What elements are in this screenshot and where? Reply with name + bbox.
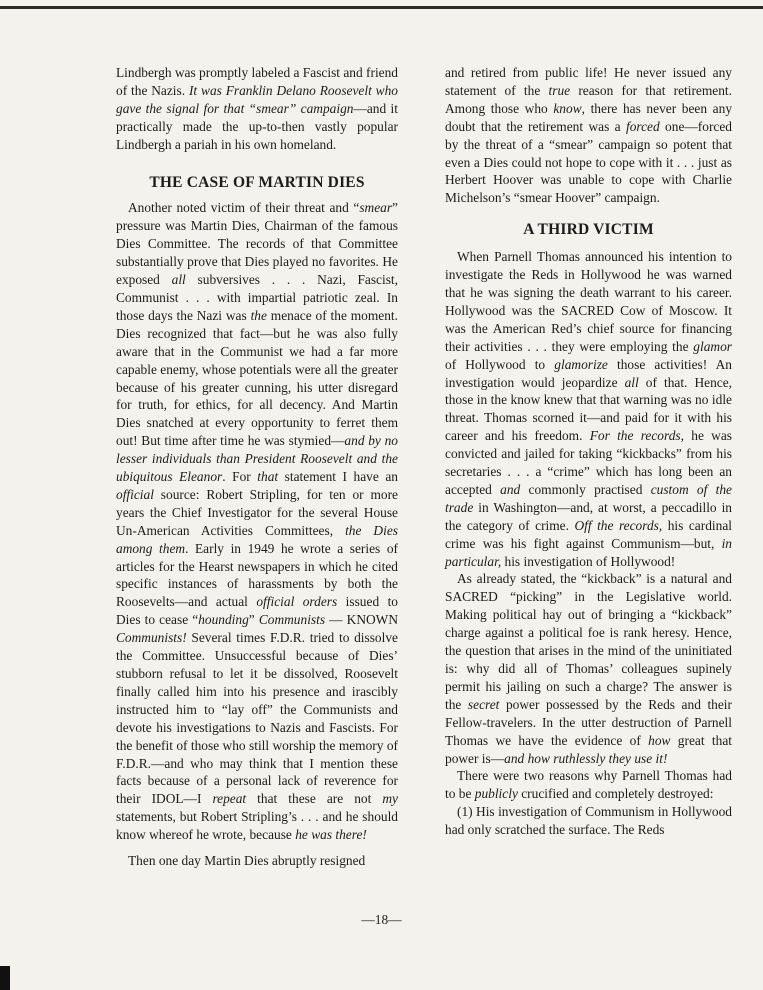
paragraph-martin-dies: Another noted victim of their threat and “smear” pressure was Martin Dies, Chairman of the famous Dies Committee. The records of that Committee substantially prove that Dies played no favorites. He exposed all subversives . . . Nazi, Fascist, Communist . . . with impartial patriotic zeal. In those days the Nazi was the menace of the moment. Dies recognized that fact—but he was also fully aware that in the Communist we had a far more capable enemy, whose potentials were all the greater because of his greater cunning, his utter disregard for truth, for ethics, for all decency. And Martin Dies snatched at every opportunity to ferret them out! But time after time he was stymied—and by no lesser individuals than President Roosevelt and the ubiquitous Eleanor. For that statement I have an official source: Robert Stripling, for ten or more years the Chief Investigator for the several House Un-American Activities Committees, the Dies among them. Early in 1949 he wrote a series of articles for the Hearst newspapers in which he cited specific instances of harassments by both the Roosevelts—and actual official orders issued to Dies to cease “hounding” Communists — KNOWN Communists! Several times F.D.R. tried to dissolve the Committee. Unsuccessful because of Dies’ stubborn refusal to let it be dissolved, Roosevelt finally called him into his presence and irascibly instructed him to “lay off” the Communists and devote his investigations to Nazis and Fascists. For the benefit of those who still worship the memory of F.D.R.—and who may think that I mention these facts because of a personal lack of reverence for their IDOL—I repeat that these are not my statements, but Robert Stripling’s . . . and he should know whereof he wrote, because he was there! [116, 200, 399, 843]
paragraph-reason-one: (1) His investigation of Communism in Hollywood had only scratched the surface. The Reds [445, 804, 732, 838]
paragraph-retired: and retired from public life! He never issued any statement of the true reason for that retirement. Among those who know, there has never been any doubt that the retirement was a forced one—forced by the threat of a “smear” campaign so potent that even a Dies could not hope to cope with it . . . just as Herbert Hoover was unable to cope with Charlie Michelson’s “smear Hoover” campaign. [445, 65, 733, 206]
corner-mark [0, 966, 10, 990]
paragraph-lindbergh: Lindbergh was promptly labeled a Fascist and friend of the Nazis. It was Franklin Delano Roosevelt who gave the signal for that “smear” campaign—and it practically made the up-to-then vastly popular Lindbergh a pariah in his own homeland. [116, 65, 399, 152]
left-column [116, 64, 398, 870]
heading-third-victim: A THIRD VICTIM [523, 221, 654, 239]
top-rule [0, 6, 763, 9]
paragraph-kickback: As already stated, the “kickback” is a natural and SACRED “picking” in the Legislative world. Making political hay out of bringing a “kickback” charge against a political foe is rank heresy. Hence, the question that arises in the mind of the uninitiated is: why did all of Thomas’ colleagues supinely permit his jailing on such a charge? The answer is the secret power possessed by the Reds and their Fellow-travelers. In the utter destruction of Parnell Thomas we have the evidence of how great that power is—and how ruthlessly they use it! [445, 571, 732, 766]
heading-case-of-martin-dies: THE CASE OF MARTIN DIES [149, 173, 365, 191]
paragraph-two-reasons: There were two reasons why Parnell Thomas had to be publicly crucified and completely destroyed: [445, 768, 732, 802]
page-number: —18— [361, 912, 402, 927]
paragraph-dies-resigned: Then one day Martin Dies abruptly resigned [128, 853, 366, 869]
right-column [445, 64, 732, 839]
paragraph-parnell-thomas: When Parnell Thomas announced his intention to investigate the Reds in Hollywood he was warned that he was signing the death warrant to his career. Hollywood was the SACRED Cow of Moscow. It was the American Red’s chief source for financing their activities . . . they were employing the glamor of Hollywood to glamorize those activities! An investigation would jeopardize all of that. Hence, those in the know knew that that warning was no idle threat. Thomas scorned it—and paid for it with his career and his freedom. For the records, he was convicted and jailed for taking “kickbacks” from his secretaries . . . a “crime” which has long been an accepted and commonly practised custom of the trade in Washington—and, at worst, a peccadillo in the category of crime. Off the records, his cardinal crime was his fight against Communism—but, in particular, his investigation of Hollywood! [445, 249, 732, 569]
